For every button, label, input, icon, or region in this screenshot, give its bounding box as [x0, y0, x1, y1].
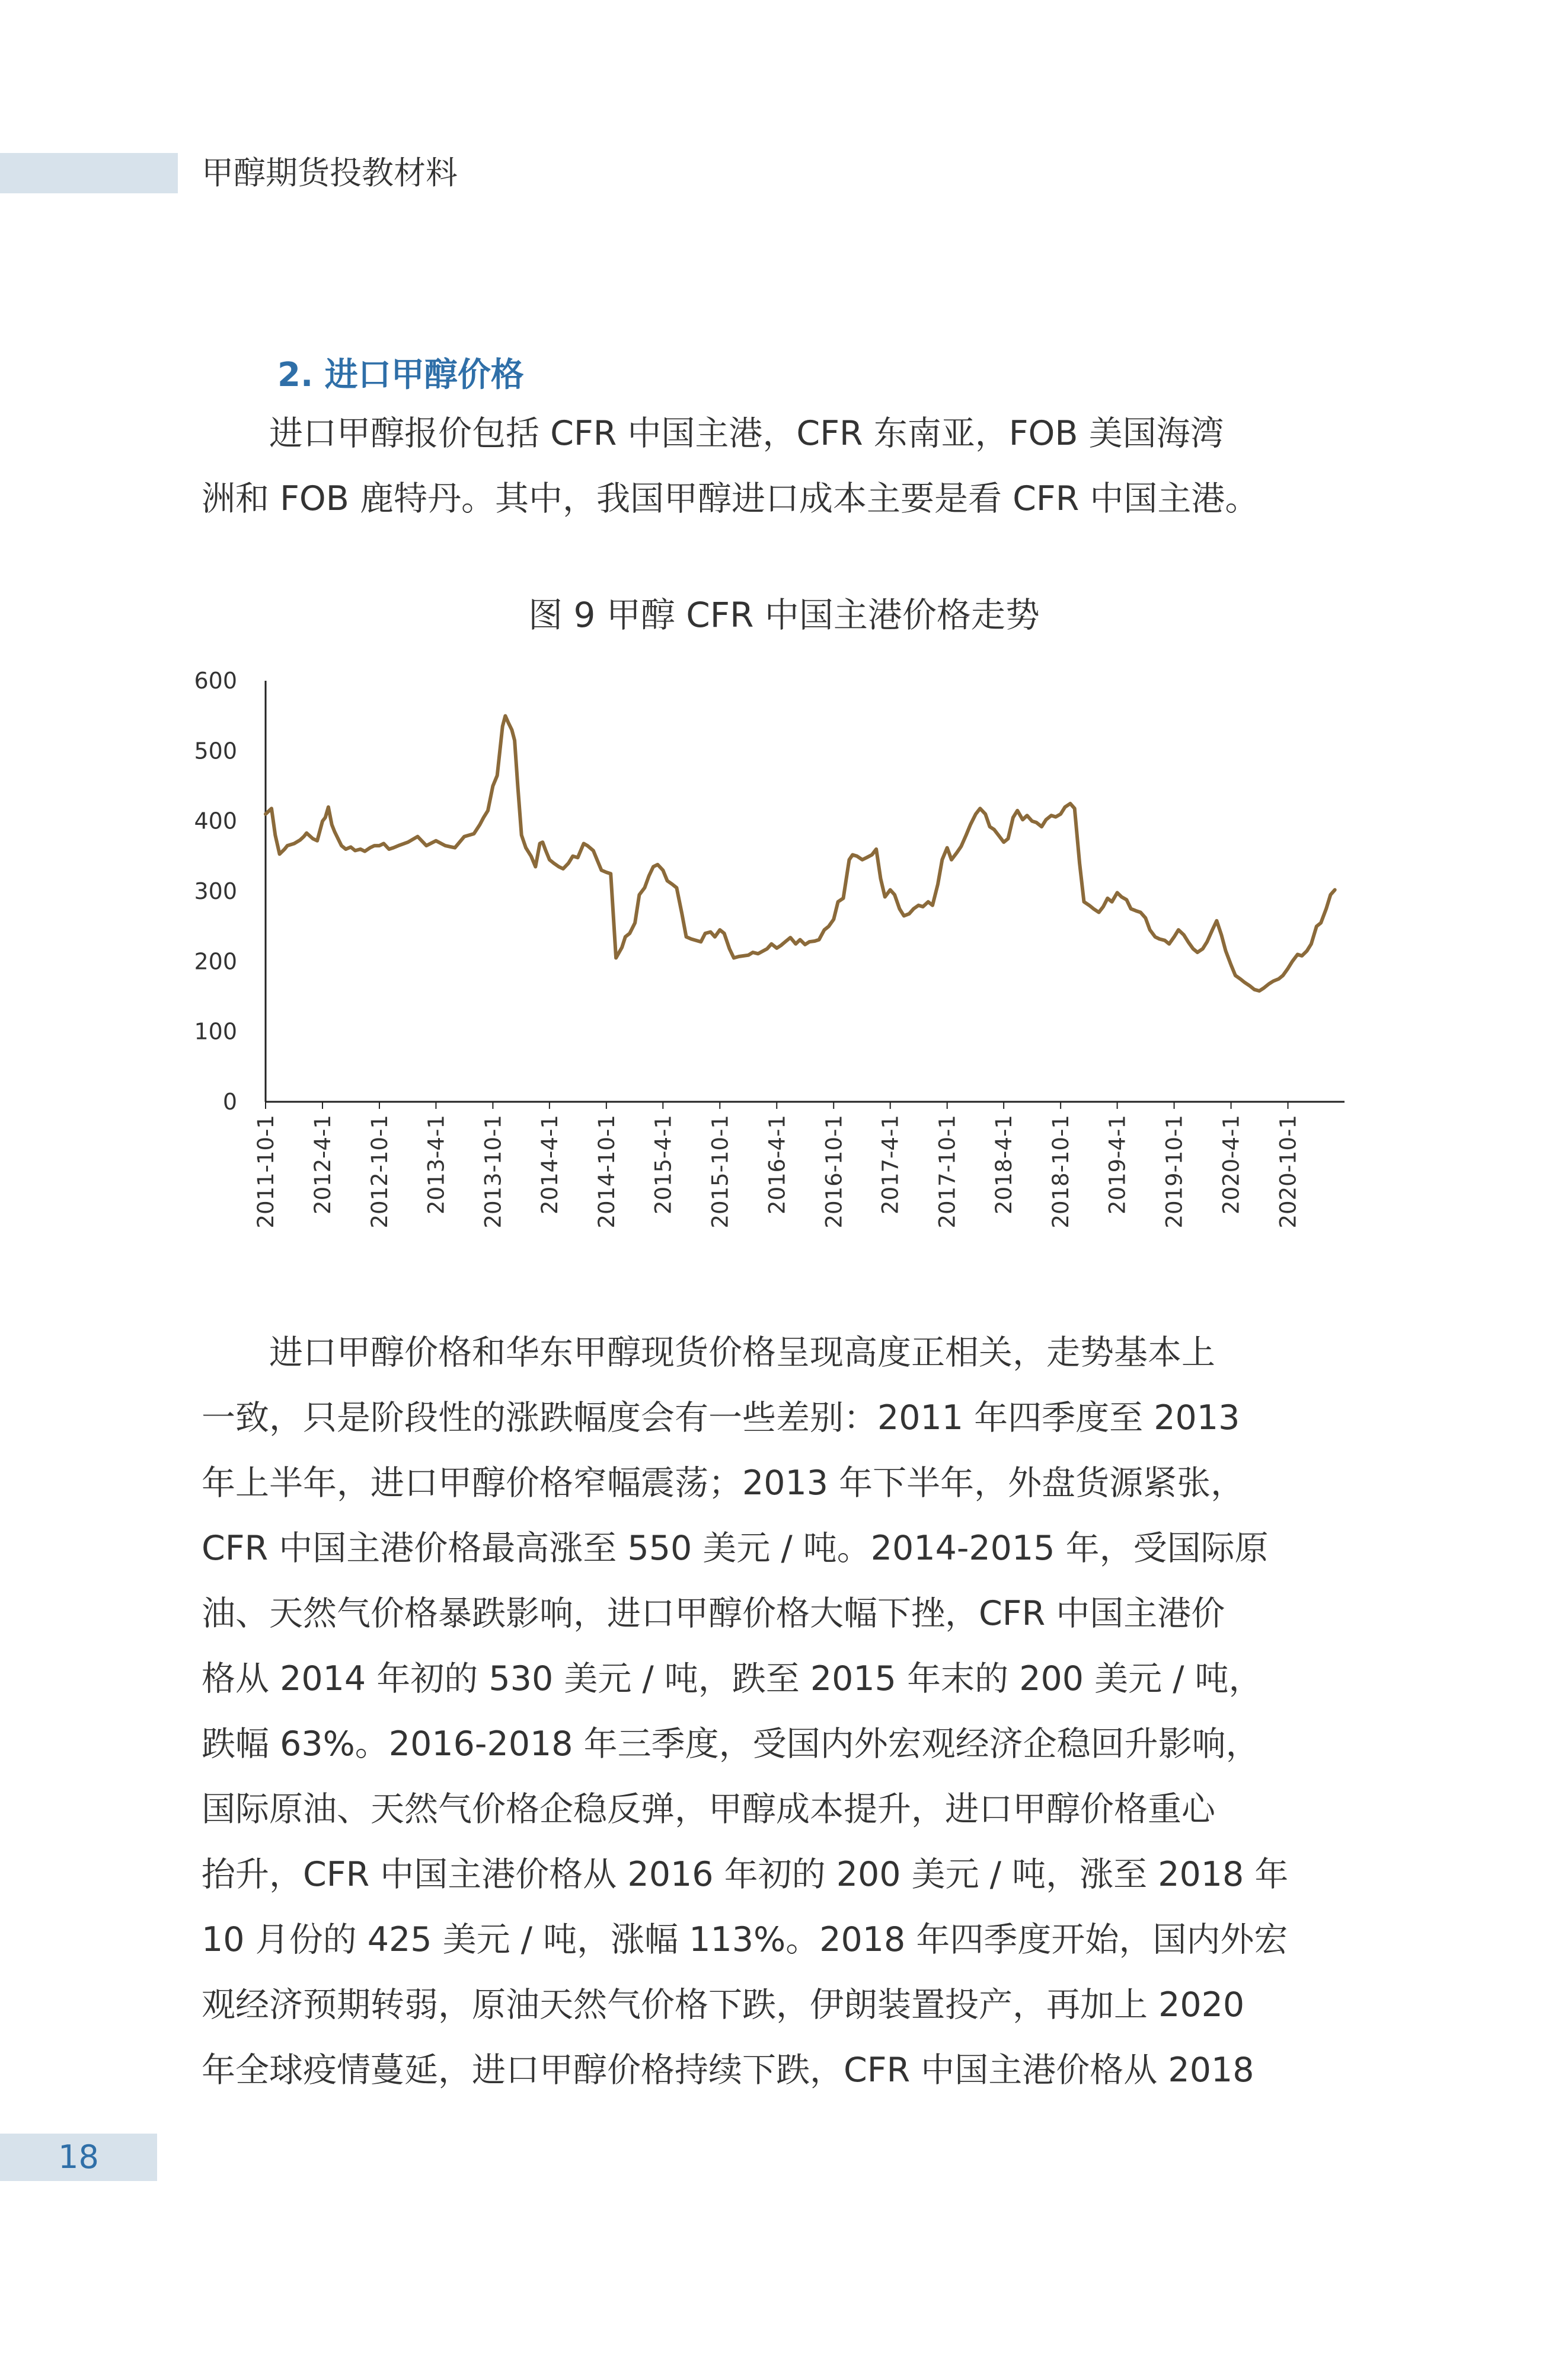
x-tick-label: 2012-4-1: [309, 1115, 336, 1214]
x-tick-label: 2016-4-1: [764, 1115, 790, 1214]
y-tick-label: 300: [194, 878, 237, 904]
price-chart: [178, 652, 1387, 1257]
body-line: CFR 中国主港价格最高涨至 550 美元 / 吨。2014-2015 年，受国际原: [202, 1529, 1269, 1568]
x-tick-label: 2014-4-1: [536, 1115, 563, 1214]
y-tick-label: 0: [222, 1089, 237, 1115]
header-band: [0, 153, 178, 193]
intro-line: 洲和 FOB 鹿特丹。其中，我国甲醇进口成本主要是看 CFR 中国主港。: [202, 479, 1259, 518]
body-line: 10 月份的 425 美元 / 吨，涨幅 113%。2018 年四季度开始，国内外宏: [202, 1920, 1288, 1959]
body-line: 一致，只是阶段性的涨跌幅度会有一些差别：2011 年四季度至 2013: [202, 1398, 1240, 1437]
intro-paragraph: [202, 401, 1346, 531]
x-tick-label: 2015-4-1: [650, 1115, 676, 1214]
body-line: 国际原油、天然气价格企稳反弹，甲醇成本提升，进口甲醇价格重心: [202, 1790, 1215, 1829]
y-tick-label: 100: [194, 1018, 237, 1045]
x-tick-label: 2015-10-1: [707, 1115, 733, 1229]
body-line: 进口甲醇价格和华东甲醇现货价格呈现高度正相关，走势基本上: [202, 1333, 1215, 1372]
price-series-line: [266, 716, 1335, 991]
y-tick-label: 600: [194, 668, 237, 694]
x-tick-label: 2013-4-1: [423, 1115, 449, 1214]
body-line: 跌幅 63%。2016-2018 年三季度，受国内外宏观经济企稳回升影响，: [202, 1724, 1260, 1764]
x-tick-label: 2019-4-1: [1104, 1115, 1131, 1214]
body-line: 观经济预期转弱，原油天然气价格下跌，伊朗装置投产，再加上 2020: [202, 1985, 1245, 2024]
body-line: 格从 2014 年初的 530 美元 / 吨，跌至 2015 年末的 200 美元 / 吨，: [202, 1659, 1263, 1698]
section-heading: 2. 进口甲醇价格: [277, 356, 524, 394]
x-tick-label: 2018-4-1: [991, 1115, 1017, 1214]
x-tick-label: 2020-10-1: [1275, 1115, 1301, 1229]
x-tick-label: 2016-10-1: [821, 1115, 847, 1229]
running-header: 甲醇期货投教材料: [202, 154, 458, 192]
x-tick-label: 2012-10-1: [366, 1115, 392, 1229]
x-tick-label: 2011-10-1: [253, 1115, 279, 1229]
y-tick-label: 200: [194, 948, 237, 975]
x-tick-label: 2017-10-1: [934, 1115, 960, 1229]
x-tick-label: 2017-4-1: [877, 1115, 903, 1214]
x-tick-label: 2018-10-1: [1048, 1115, 1074, 1229]
intro-line: 进口甲醇报价包括 CFR 中国主港，CFR 东南亚，FOB 美国海湾: [202, 414, 1224, 453]
body-line: 油、天然气价格暴跌影响，进口甲醇价格大幅下挫，CFR 中国主港价: [202, 1594, 1225, 1633]
body-paragraph: [202, 1320, 1346, 2103]
figure-title: 图 9 甲醇 CFR 中国主港价格走势: [528, 595, 1040, 635]
x-tick-label: 2013-10-1: [480, 1115, 506, 1229]
y-tick-label: 500: [194, 738, 237, 764]
body-line: 年全球疫情蔓延，进口甲醇价格持续下跌，CFR 中国主港价格从 2018: [202, 2051, 1254, 2090]
body-line: 年上半年，进口甲醇价格窄幅震荡；2013 年下半年，外盘货源紧张，: [202, 1464, 1245, 1503]
y-tick-label: 400: [194, 808, 237, 834]
x-tick-label: 2020-4-1: [1218, 1115, 1244, 1214]
body-line: 抬升，CFR 中国主港价格从 2016 年初的 200 美元 / 吨，涨至 2018 年: [202, 1855, 1289, 1894]
x-tick-label: 2014-10-1: [593, 1115, 619, 1229]
page-number: 18: [58, 2138, 99, 2176]
x-tick-label: 2019-10-1: [1161, 1115, 1187, 1229]
